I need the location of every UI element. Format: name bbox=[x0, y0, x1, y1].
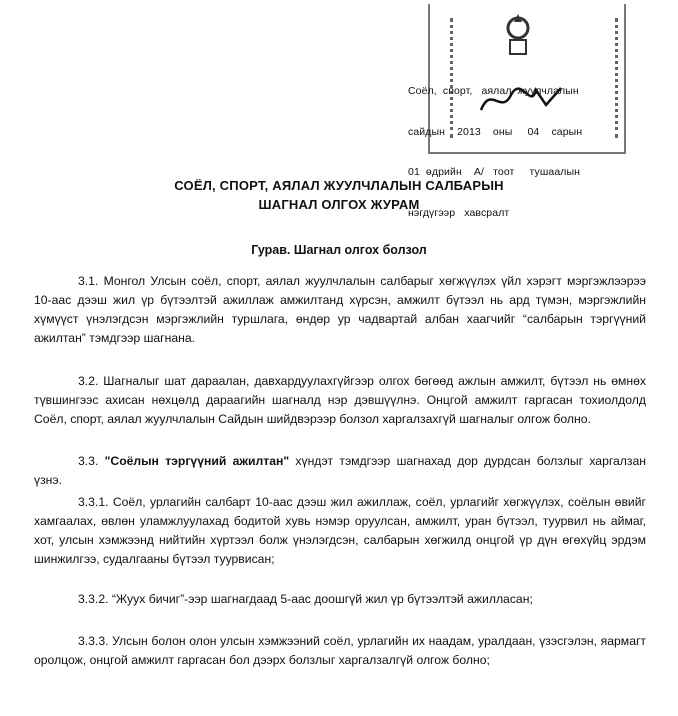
paragraph-3-3-text: хүндэт тэмдгээр шагнахад дор дурдсан болзлыг харгалзан үзнэ. bbox=[34, 454, 647, 487]
document-title-line1: СОЁЛ, СПОРТ, АЯЛАЛ ЖУУЛЧЛАЛЫН САЛБАРЫН bbox=[174, 178, 504, 193]
approval-line: 01 өдрийн A/ тоот тушаалын bbox=[408, 166, 581, 178]
paragraph-3-3 bbox=[34, 452, 646, 490]
award-name: "Соёлын тэргүүний ажилтан" bbox=[104, 454, 290, 468]
document-title-line2: ШАГНАЛ ОЛГОХ ЖУРАМ bbox=[258, 197, 420, 212]
paragraph-3-3-1: 3.3.1. Соёл, урлагийн салбарт 10-аас дээш жил ажиллаж, соёл, урлагийг хөгжүүлэх, соёлын өвийг хамгаалах, өвлөн уламжлуулахад бодитой хувь нэмэр оруулсан, амжилт, уран бүтээл, туурвил нь аймаг, хот, улсын хэмжээнд нийтийн хүртээл болж үнэлэгдсэн, салбарын хөгжилд онцгой үр дүн өгөхүйц эрдэм шинжилгээ, судалгааны бүтээл туурвисан; bbox=[34, 495, 646, 566]
approval-stamp bbox=[398, 0, 658, 219]
emblem-icon bbox=[498, 10, 538, 60]
approval-line: нэгдүгээр хавсралт bbox=[408, 206, 510, 219]
paragraph-3-3-number: 3.3. bbox=[78, 454, 105, 468]
approval-text bbox=[408, 58, 653, 247]
section-heading: Гурав. Шагнал олгох болзол bbox=[251, 243, 427, 257]
approval-line: сайдын 2013 оны 04 сарын bbox=[408, 125, 583, 138]
paragraph-3-2: 3.2. Шагналыг шат дараалан, давхардуулахгүйгээр олгох бөгөөд ажлын амжилт, бүтээл нь өмнөх түвшингээс ахисан нөхцөлд дараагийн шагналд нэр дэвшүүлнэ. Онцгой амжилт гаргасан тохиолдолд Соёл, спорт, аялал жуулчлалын Сайдын шийдвэрээр болзол харгалзахгүй шагналыг олгож болно. bbox=[34, 374, 646, 426]
paragraph-3-1: 3.1. Монгол Улсын соёл, спорт, аялал жуулчлалын салбарыг хөгжүүлэх үйл хэрэгт мэргэжлээрээ 10-аас дээш жил үр бүтээлтэй ажиллаж амжилтанд хүрсэн, амжилт бүтээл нь ард түмэн, мэргэжлийн хүмүүст үнэлэгдсэн мэргэжлийн туршлага, өндөр ур чадвартай албан хаагчийг “салбарын тэргүүний ажилтан” тэмдгээр шагнана. bbox=[34, 274, 646, 345]
approval-line: Соёл, спорт, аялал жуулчлалын bbox=[408, 85, 579, 97]
paragraph-3-3-2: 3.3.2. “Жуух бичиг”-ээр шагнагдаад 5-аас доошгүй жил үр бүтээлтэй ажилласан; bbox=[78, 592, 533, 606]
paragraph-3-3-3: 3.3.3. Улсын болон олон улсын хэмжээний соёл, урлагийн их наадам, уралдаан, үзэсгэлэн, яармагт оролцож, онцгой амжилт гаргасан бол дээрх болзлыг харгалзалгүй олгож болно; bbox=[34, 634, 646, 667]
